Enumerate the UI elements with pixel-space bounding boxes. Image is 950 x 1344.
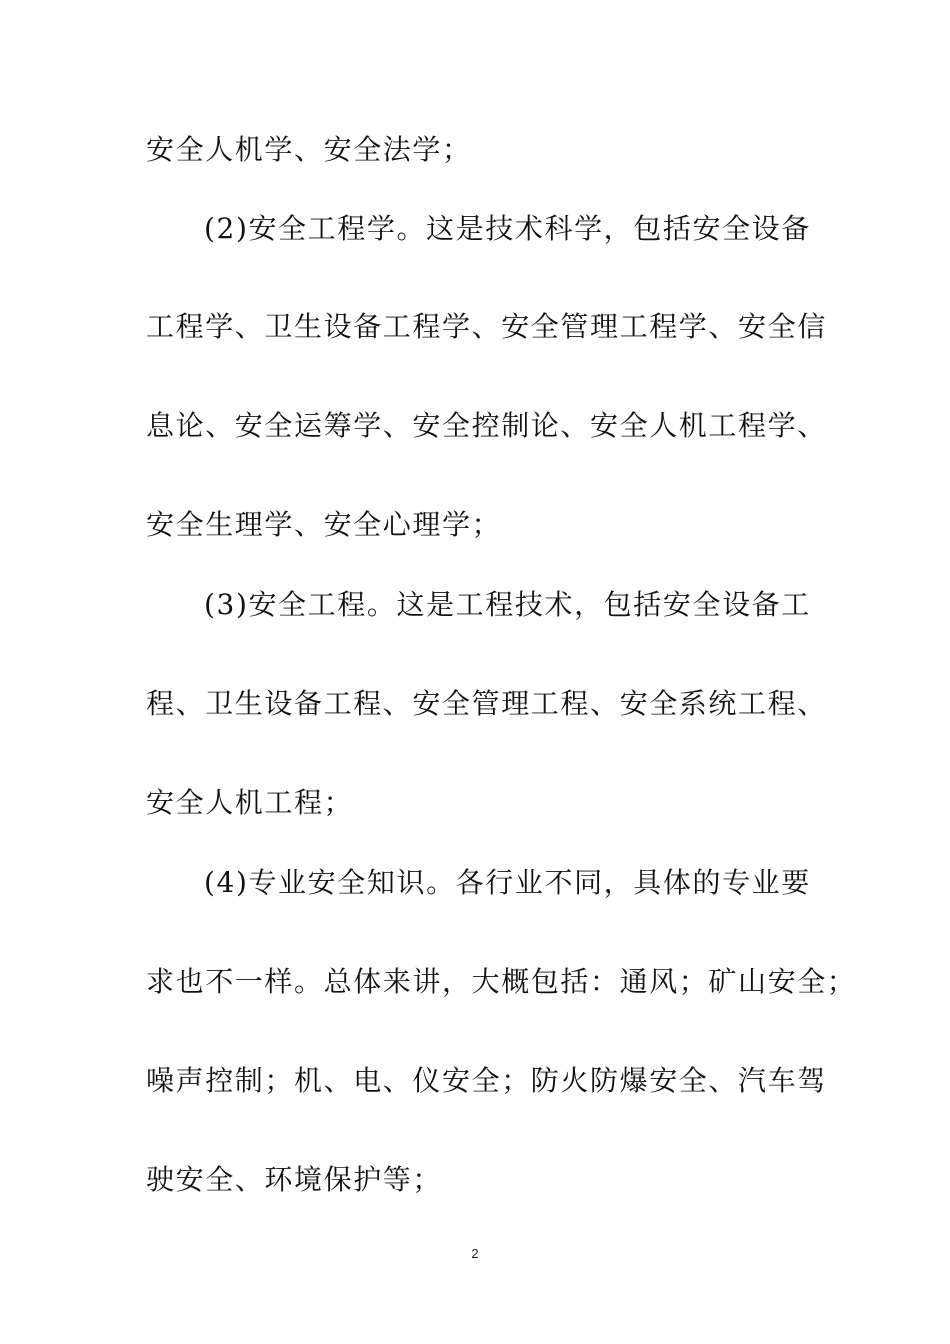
text-line-9: (4)专业安全知识。各行业不同，具体的专业要: [204, 866, 811, 899]
text-line-12: 驶安全、环境保护等；: [146, 1163, 443, 1196]
text-line-5: 安全生理学、安全心理学；: [146, 508, 502, 541]
text-line-4: 息论、安全运筹学、安全控制论、安全人机工程学、: [146, 409, 827, 442]
text-line-11: 噪声控制；机、电、仪安全；防火防爆安全、汽车驾: [146, 1064, 827, 1097]
text-line-10: 求也不一样。总体来讲，大概包括：通风；矿山安全；: [146, 965, 857, 998]
text-line-8: 安全人机工程；: [146, 786, 354, 819]
text-line-1: 安全人机学、安全法学；: [146, 133, 472, 166]
text-line-6: (3)安全工程。这是工程技术，包括安全设备工: [204, 588, 811, 621]
text-line-2: (2)安全工程学。这是技术科学，包括安全设备: [204, 212, 811, 245]
text-line-7: 程、卫生设备工程、安全管理工程、安全系统工程、: [146, 687, 827, 720]
text-line-3: 工程学、卫生设备工程学、安全管理工程学、安全信: [146, 310, 827, 343]
page-number: 2: [471, 1246, 479, 1261]
